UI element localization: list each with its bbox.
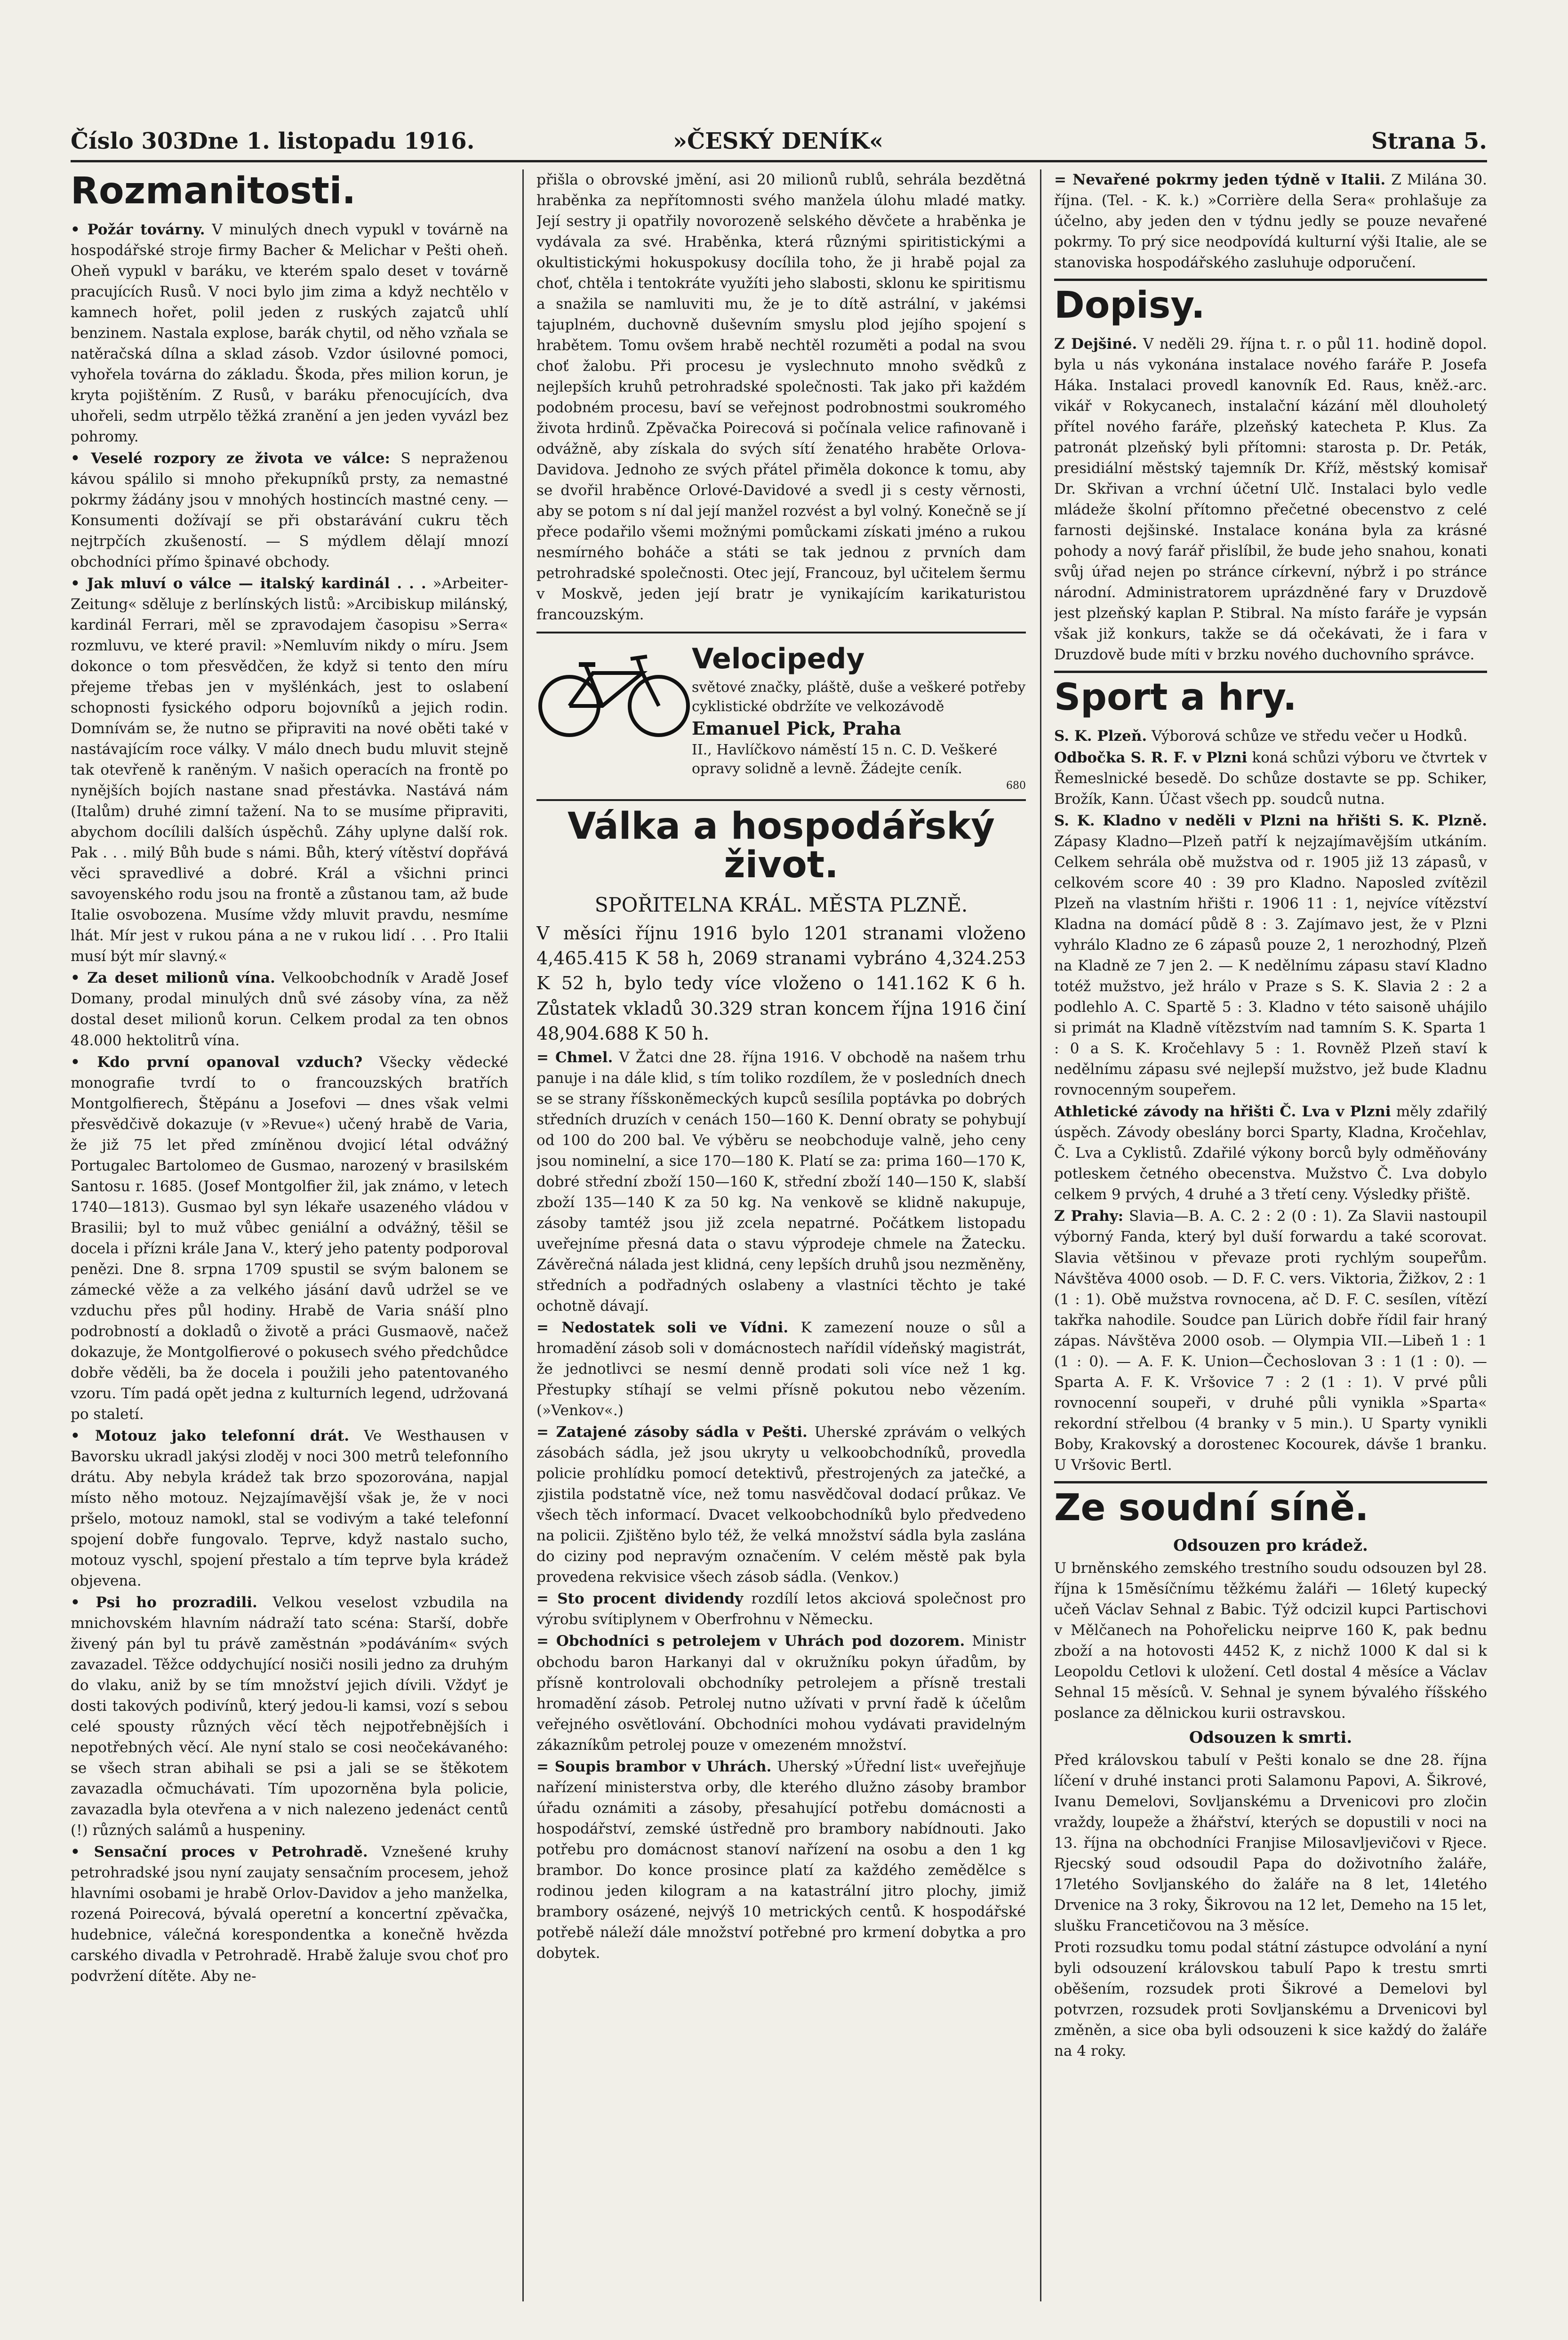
subheading-kradez: Odsouzen pro krádež.: [1173, 1536, 1368, 1555]
article-pozar: • Požár továrny. V minulých dnech vypukl v továrně na hospodářské stroje firmy Bacher & Melichar v Pešti oheň. Oheň vypukl v baráku, ve kterém spalo deset v továrně pracujících Rusů. V noci bylo jim zima a když nechtělo v kamnech hořet, polil jeden z ruských zajatců uhlí benzinem. Nastala explose, barák chytil, od něho vzňala se natěračská dílna a sklad zásob. Vzdor úsilovné pomoci, vyhořela továrna do základu. Škoda, přes milion korun, je kryta pojištěním. Z Rusů, v baráku přenocujících, dva uhořeli, sedm utrpělo těžká zranění a jen jeden vyvázl bez pohromy.: [71, 221, 508, 446]
article-kladno: S. K. Kladno v neděli v Plzni na hřišti S. K. Plzně. Zápasy Kladno—Plzeň patří k nejzajímavějším utkáním. Celkem sehrála obě mužstva od r. 1905 již 13 zápasů, v celkovém score 40 : 39 pro Kladno. Naposled zvítězil Plzeň na vlastním hřišti r. 1906 11 : 1, nejvíce vítězství Kladna na domácí půdě 8 : 3. Zajímavo jest, že v Plzni vyhrálo Kladno ze 6 zápasů pouze 2, 1 nerozhodný, Plzeň na Kladně ze 7 jen 2. — K nedělnímu zápasu staví Kladno totéž mužstvo, jež hrálo v Praze s S. K. Slavia 2 : 2 a podlehlo A. C. Spartě 5 : 3. Kladno v této saisoně uhájilo si primát na Kladně vítězstvím nad tamním S. K. Sparta 1 : 0 a S. K. Kročehlavy 5 : 1. Rovněž Plzeň staví k nedělnímu zápasu své nejlepší mužstvo, jež bude Kladnu rovnocenným soupeřem.: [1054, 812, 1487, 1099]
article-kardinal: • Jak mluví o válce — italský kardinál . . . »Arbeiter-Zeitung« sděluje z berlínských listů: »Arcibiskup milánský, kardinál Ferrari, měl se zpravodajem časopisu »Serra« rozmluvu, ve které pravil: »Nemluvím nikdy o míru. Jsem dokonce o tom přesvědčen, že když si tento den míru přejeme třebas jen v myšlénkách, jest to oslabení schopnosti fysického odporu bojovníků a jejich rodin. Domnívám se, že nutno se připraviti na nové oběti také v nastávajícím roce války. V málo dnech budu mluvit stejně tak otevřeně k raněným. V našich operacích na frontě po nynějších bojích nastane snad přestávka. Nastává nám (Italům) druhé zimní tažení. Na to se musíme připraviti, abychom docílili dalších úspěchů. Záhy uplyne další rok. Pak . . . milý Bůh bude s námi. Bůh, který vítěství dopřává věci spravedlivé a dobré. Král a všichni princi savoyenského rodu jsou na frontě a zůstanou tam, až bude Italie osvobozena. Musíme vždy mluvit pravdu, nesmíme lhát. Mír jest v rukou pána a ne v rukou lidí . . . Pro Italii musí být mír slavný.«: [71, 575, 508, 965]
bank-title: SPOŘITELNA KRÁL. MĚSTA PLZNĚ.: [594, 893, 968, 917]
section-title-valka: Válka a hospodářský život.: [568, 805, 995, 887]
article-motouz: • Motouz jako telefonní drát. Ve Westhausen v Bavorsku ukradl jakýsi zloděj v noci 300 metrů telefonního drátu. Aby nebyla krádež tak brzo spozorována, napjal místo něho motouz. Nejzajímavější však je, že v noci pršelo, motouz namokl, stal se vodivým a také telefonní spojení dobře fungovalo. Teprve, když nastalo sucho, motouz vyschl, spojení přestalo a tím teprve byla krádež objevena.: [71, 1427, 508, 1589]
article-brambory: = Soupis brambor v Uhrách. Uherský »Úřední list« uveřejňuje nařízení ministerstva orby, dle kterého dlužno zásoby brambor úřadu oznámiti a zásoby, přesahující potřebu domácnosti a hospodářství, zemské ústředně pro brambory nabídnouti. Jako potřebu pro domácnost stanoví nařízení na osobu a den 1 kg brambor. Do konce prosince platí za každého zemědělce s rodinou jeden kilogram a na katastrální jitro plochy, jimiž brambory osázené, nejvýš 10 metrických centů. K hospodářské potřebě náleží dále množství potřebné pro krmení dobytka a pro dobytek.: [536, 1758, 1026, 1962]
section-title-dopisy: Dopisy.: [1054, 284, 1205, 327]
bank-report: V měsíci říjnu 1916 bylo 1201 stranami vloženo 4,465.415 K 58 h, 2069 stranami vybráno 4,324.253 K 52 h, bylo tedy více vloženo o 141.162 K 6 h. Zůstatek vkladů 30.329 stran koncem října 1916 činí 48,904.688 K 50 h.: [536, 923, 1026, 1044]
article-sadlo: = Zatajené zásoby sádla v Pešti. Uherské zprávám o velkých zásobách sádla, jež jsou ukryty u velkoobchodníků, provedla policie prohlídku pomocí detektivů, přestrojených za jatečké, a zjistila podstatně více, než tomu nasvědčoval dodací průkaz. Ve všech těch informací. Dvacet velkoobchodníků bylo předvedeno na policii. Zjištěno bylo též, že velká množství sádla byla zaslána do ciziny pod nepravým označením. V celém městě pak byla provedena rekvisice všech zásob sádla. (Venkov.): [536, 1424, 1026, 1586]
divider: [1054, 279, 1487, 281]
article-sk-plzen: S. K. Plzeň. Výborová schůze ve středu večer u Hodků.: [1054, 728, 1468, 745]
bicycle-icon: [536, 640, 692, 744]
article-kradez: U brněnského zemského trestního soudu odsouzen byl 28. října k 15měsíčnímu těžkému žaláři — 16letý kupecký učeň Václav Sehnal z Babic. Týž odcizil kupci Partischovi v Mělčanech na Pohořelicku neiprve 160 K, pak bednu zboží a na hotovosti 4452 K, z nichž 1000 K dal si k Leopoldu Cetlovi k uložení. Cetl dostal 4 měsíce a Václav Sehnal 15 měsíců. V. Sehnal je synem bývalého říšského poslance za dělnickou kurii ostravskou.: [1054, 1559, 1487, 1722]
issue-date: Dne 1. listopadu 1916.: [188, 128, 475, 154]
advert-velocipedy: [536, 632, 1026, 801]
subheading-smrt: Odsouzen k smrti.: [1189, 1728, 1352, 1747]
page-header: [71, 122, 1487, 162]
article-vzduch: • Kdo první opanoval vzduch? Všecky vědecké monografie tvrdí to o francouzských bratřích Montgolfierech, Štěpánu a Josefovi — dnes však velmi přesvědčivě dokazuje (v »Revue«) učený hrabě de Varia, že již 75 let před zmíněnou dvojicí létal odvážný Portugalec Bartolomeo de Gusmao, narozený v brasilském Santosu r. 1685. (Josef Montgolfier žil, jak známo, v letech 1740—1813). Gusmao byl syn lékaře usazeného vládou v Brasilii; byl to muž vůbec geniální a odvážný, těšil se docela i přízni krále Jana V., který jeho patenty podporoval penězi. Dne 8. srpna 1709 spustil se svým balonem se zámecké věže a za velkého jásání davů udržel se ve vzduchu přes půl hodiny. Hrabě de Varia snáší plno podrobností a dokladů o životě a práci Gusmaově, načež dokazuje, že Montgolfierové o pokusech svého předchůdce dobře věděli, ba že docela i použili jeho patentovaného vzoru. Tím padá opět jedna z kulturních legend, udržovaná po staletí.: [71, 1053, 508, 1423]
article-pokrmy: = Nevařené pokrmy jeden týdně v Italii. Z Milána 30. října. (Tel. - K. k.) »Corrière della Sera« prohlašuje za účelno, aby jeden den v týdnu jedly se pouze nevařené pokrmy. To prý sice neodpovídá kulturní výši Italie, ale se stanoviska hospodářského zasluhuje odporučení.: [1054, 171, 1487, 272]
article-psi: • Psi ho prozradili. Velkou veselost vzbudila na mnichovském hlavním nádraží tato scéna: Starší, dobře živený pán byl tu právě zaměstnán »podáváním« svých zavazadel. Těžce oddychující nosiči nosili jedno za druhým do vlaku, aniž by se tím množství jejich dívili. Vždyť je dosti takových podivínů, který jedou-li kamsi, vozí s sebou celé spousty různých věcí těch nejpotřebnějších i nepotřebných věcí. Ale nyní stalo se cosi neočekávaného: se všech stran abihali se psi a jali se se štěkotem zavazadla očmuchávati. Tím upozorněna byla policie, zavazadla byla otevřena a v nich nalezeno jedenáct centů (!) různých salámů a huspeniny.: [71, 1594, 508, 1839]
article-vino: • Za deset milionů vína. Velkoobchodník v Aradě Josef Domany, prodal minulých dnů své zásoby vína, za něž dostal deset milionů korun. Celkem prodal za ten obnos 48.000 hektolitrů vína.: [71, 970, 508, 1049]
section-title-sport: Sport a hry.: [1054, 676, 1297, 719]
article-chmel: = Chmel. V Žatci dne 28. října 1916. V obchodě na našem trhu panuje i na dále klid, s tím toliko rozdílem, že v posledních dnech se se strany říšskoněmeckých kupců sesílila poptávka po dobrých středních druzích v cenách 150—160 K. Denní obraty se pohybují od 100 do 200 bal. Ve výběru se neobchoduje valně, jeho ceny jsou nominelní, a sice 170—180 K. Platí se za: prima 160—170 K, dobré střední zboží 150—160 K, střední zboží 140—150 K, slabší zboží 135—140 K za 50 kg. Na venkově se klidně nakupuje, zásoby tamtéž jsou již zcela nepatrné. Počátkem listopadu uveřejníme přesná data o stavu výprodeje chmele na Žatecku. Závěrečná nálada jest klidná, ceny lepších druhů jsou nezměněny, středních a podřadných oslabeny a vlastníci těchto je také ochotně dávají.: [536, 1049, 1026, 1315]
article-smrt-cont: Proti rozsudku tomu podal státní zástupce odvolání a nyní byli odsouzení královskou tabulí Papo k trestu smrti oběšením, rozsudek proti Šikrové a Demelovi byl potvrzen, rozsudek proti Sovljanskému a Drvenicovi byl změněn, a sice oba byli odsouzeni k sice každý do žaláře na 4 roky.: [1054, 1939, 1487, 2060]
column-1: [71, 169, 508, 2301]
article-lva: Athletické závody na hřišti Č. Lva v Plzni měly zdařilý úspěch. Závody obeslány borci Sparty, Kladna, Kročehlav, Č. Lva a Cyklistů. Zdařilé výkony borců byly odměňovány potleskem četného obecenstva. Mužstvo Č. Lva dobylo celkem 9 prvých, 4 druhé a 3 třetí ceny. Výsledky přiště.: [1054, 1103, 1487, 1203]
advert-code: 680: [1006, 779, 1026, 792]
article-srf: Odbočka S. R. F. v Plzni koná schůzi výboru ve čtvrtek v Řemeslnické besedě. Do schůze dostavte se pp. Schiker, Brožík, Kann. Účast všech pp. soudců nutna.: [1054, 749, 1487, 808]
advert-title: Velocipedy: [692, 642, 865, 676]
column-rule: [1040, 169, 1041, 2301]
article-proces-cont: přišla o obrovské jmění, asi 20 milionů rublů, sehrála bezdětná hraběnka za nepřítomnosti svého manžela úlohu mladé matky. Její sestry ji opatřily novorozeně selského děvčete a hraběnka je vydávala za své. Hraběnka, která různými spiritistickými a okultistickými hokuspokusy docílila toho, že ji hrabě pojal za choť, chtěla i tentokráte využíti jeho slabosti, sklonu ke spiritismu a snažila se namluviti mu, že je to dítě astrální, v jakémsi tajuplném, duchovně duševním smyslu plod jejího spojení s hrabětem. Tomu ovšem hrabě nechtěl rozuměti a podal na svou choť žalobu. Při procesu je vyslechnuto mnoho svědků z nejlepších kruhů petrohradské společnosti. Tak jako při každém podobném procesu, baví se veřejnost podrobnostmi soukromého života hrdinů. Zpěvačka Poirecová si počínala velice rafinovaně i odvážně, aby získala do svých sítí ženatého hraběte Orlova-Davidova. Jednoho ze svých přátel přiměla dokonce k tomu, aby se dvořil hraběnce Orlové-Davidové a svedl ji s cesty věrnosti, aby se potom s ní dal její manžel rozvést a byl volný. Konečně se jí přece podařilo všemi možnými pomůckami získati jméno a rukou nesmírného boháče a státi se tak jednou z prvních dam petrohradské společnosti. Otec její, Francouz, byl učitelem šermu v Moskvě, jeden její bratr je vynikajícím karikaturistou francouzským.: [536, 171, 1026, 624]
advert-company: Emanuel Pick, Praha: [692, 718, 902, 739]
issue-number: Číslo 303.: [71, 128, 197, 154]
divider: [1054, 1481, 1487, 1483]
article-petrolej: = Obchodníci s petrolejem v Uhrách pod dozorem. Ministr obchodu baron Harkanyi dal v okružníku pokyn úřadům, by přísně kontrolovali obchodníky petrolejem a přísně trestali hromadění zásob. Petrolej nutno užívati v první řadě k účelům veřejného osvětlování. Obchodníci mohou vydávati pravidelným zákazníkům petrolej pouze v omezeném množství.: [536, 1633, 1026, 1754]
article-dividendy: = Sto procent dividendy rozdílí letos akciová společnost pro výrobu svítiplynem v Oberfrohnu v Německu.: [536, 1590, 1026, 1628]
section-title-rozmanitosti: Rozmanitosti.: [71, 170, 356, 212]
column-rule: [522, 169, 524, 2301]
article-rozpory: • Veselé rozpory ze života ve válce: S nepraženou kávou spálilo si mnoho překupníků prsty, za nemastné pokrmy žádány jsou v mnohých hostincích mastné ceny. — Konsumenti dožívají se při obstarávání cukru těch nejtrpčích zkušeností. — S mýdlem dělají mnozí obchodníci přímo špinavé obchody.: [71, 450, 508, 571]
newspaper-title: »ČESKÝ DENÍK«: [673, 128, 884, 154]
article-dejsine: Z Dejšiné. V neděli 29. října t. r. o půl 11. hodině dopol. byla u nás vykonána instalace nového faráře P. Josefa Háka. Instalaci provedl kanovník Ed. Raus, kněž.-arc. vikář v Rokycanech, instalační kázání měl dlouholetý přítel nového faráře, plzeňský katecheta P. Klus. Za patronát plzeňský byli přítomni: starosta p. Dr. Peták, presidiální městský tajemník Dr. Kříž, městský komisař Dr. Skřivan a vrchní účetní Ulč. Instalaci bylo vedle mládeže školní přítomno přečetné obecenstvo z celé farnosti dejšinské. Instalace konána byla za krásné pohody a nový farář přislíbil, že bude jeho snahou, konati svůj úřad nejen po stránce církevní, nýbrž i po stránce národní. Administratorem uprázdněné fary v Druzdově jest plzeňský kaplan P. Stibral. Na místo faráře je vypsán však již konkurs, takže se dá očekávati, že i fara v Druzdově bude míti v brzku nového duchovního správce.: [1054, 335, 1487, 664]
advert-line1: světové značky, pláště, duše a veškeré potřeby cyklistické obdržíte ve velkozávodě: [692, 679, 1026, 715]
section-title-soud: Ze soudní síně.: [1054, 1486, 1369, 1529]
advert-line2: II., Havlíčkovo náměstí 15 n. C. D. Veškeré opravy solidně a levně. Žádejte ceník.: [692, 741, 998, 777]
column-2: [536, 169, 1026, 2301]
page-number: Strana 5.: [1371, 128, 1487, 154]
article-smrt: Před královskou tabulí v Pešti konalo se dne 28. října líčení v druhé instanci proti Salamonu Papovi, A. Šikrové, Ivanu Demelovi, Sovljanskému a Drvenicovi pro zločin vraždy, loupeže a žhářství, kterých se dopustili v noci na 13. října na obchodníci Franjise Milosavljevičovi v Rjece. Rjecský soud odsoudil Papa do doživotního žaláře, 17letého Sovljanského do žaláře na 8 let, 14letého Drvenice na 3 roky, Šikrovou na 12 let, Demeho na 15 let, slušku Francetičovou na 3 měsíce.: [1054, 1751, 1487, 1934]
article-proces: • Sensační proces v Petrohradě. Vznešené kruhy petrohradské jsou nyní zaujaty sensačním procesem, jehož hlavními osobami je hrabě Orlov-Davidov a jeho manželka, rozená Poirecová, bývalá operetní a koncertní zpěvačka, hudebnice, válečná korespondentka a konečně hvězda carského divadla v Petrohradě. Hrabě žaluje svou choť pro podvržení dítěte. Aby ne-: [71, 1843, 508, 1985]
divider: [1054, 671, 1487, 673]
article-praha: Z Prahy: Slavia—B. A. C. 2 : 2 (0 : 1). Za Slavii nastoupil výborný Fanda, který byl duší forwardu a také scorovat. Slavia většinou v převaze proti rychlým soupeřům. Návštěva 4000 osob. — D. F. C. vers. Viktoria, Žižkov, 2 : 1 (1 : 1). Obě mužstva rovnocena, ač D. F. C. sesílen, vítězí takřka nahodile. Soudce pan Lürich dobře řídil fair hraný zápas. Návštěva 2000 osob. — Olympia VII.—Libeň 1 : 1 (1 : 0). — A. F. K. Union—Čechoslovan 3 : 1 (1 : 0). — Sparta A. F. K. Vršovice 7 : 2 (1 : 1). V prvé půli rovnocenní soupeři, v druhé půli vynikla »Sparta« rekordní střelbou (4 branky v 5 min.). U Sparty vynikli Boby, Krakovský a dorostenec Kocourek, dávše 1 branku. U Vršovic Bertl.: [1054, 1208, 1487, 1474]
column-3: [1054, 169, 1487, 2301]
newspaper-page: [71, 122, 1487, 2306]
article-sul: = Nedostatek soli ve Vídni. K zamezení nouze o sůl a hromadění zásob soli v domácnostech nařídil vídeňský magistrát, že jednotlivci se nesmí denně prodati soli více než 1 kg. Přestupky stíhají se velmi přísně pokutou nebo vězením. (»Venkov«.): [536, 1319, 1026, 1419]
